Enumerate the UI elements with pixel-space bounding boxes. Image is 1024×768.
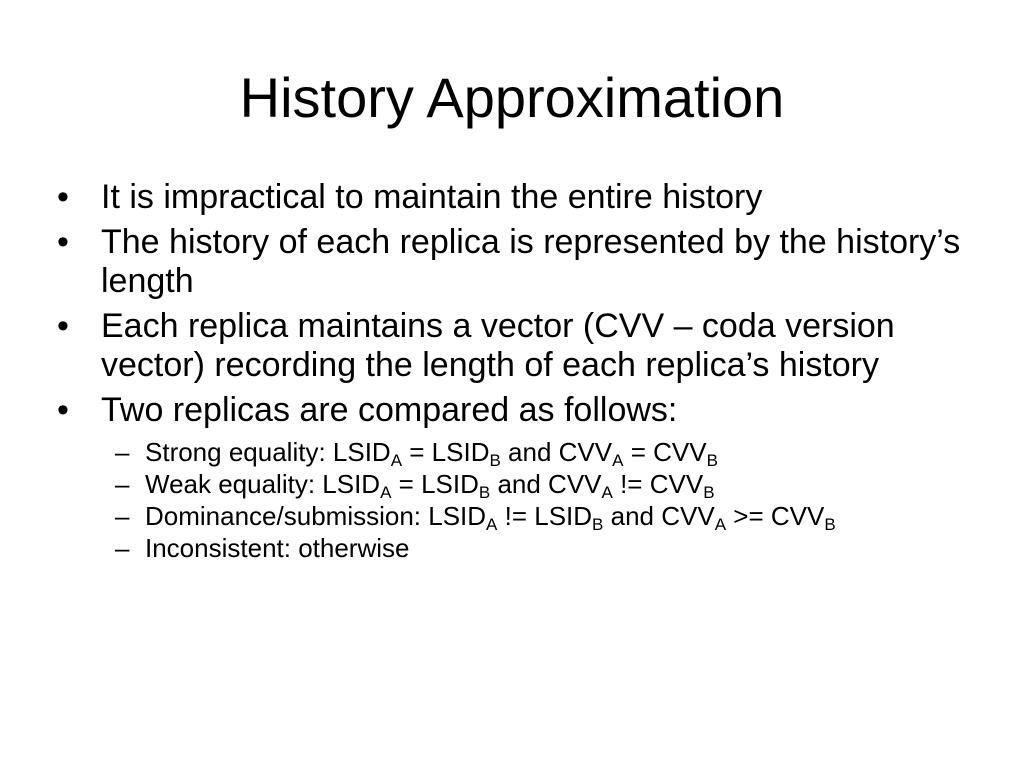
slide-title: History Approximation: [239, 66, 785, 129]
sub-bullet-item: [57, 500, 977, 532]
sub-bullet-text: Dominance/submission: $LSID_A$ != $LSID_B$ and $CVV_A >= CVV_B$: [145, 501, 836, 534]
slide-body: [57, 178, 977, 564]
bullet-dot-icon: •: [57, 178, 69, 216]
bullet-item: [57, 178, 977, 217]
sub-bullet-text: Weak equality: $LSID_A$ = $LSID_B$ and $CVV_A$ != $CVV_B$: [145, 469, 715, 502]
bullet-item: [57, 223, 977, 301]
sub-bullet-text: Inconsistent: otherwise: [145, 533, 410, 563]
sub-bullet-item: [57, 436, 977, 468]
bullet-text: Each replica maintains a vector (CVV – coda version vector) recording the length of each replica’s history: [101, 307, 895, 384]
bullet-text: Two replicas are compared as follows:: [101, 391, 678, 429]
dash-icon: –: [115, 501, 130, 531]
bullet-item: [57, 391, 977, 430]
bullet-text: The history of each replica is represented by the history’s length: [101, 223, 961, 300]
sub-bullet-text: Strong equality: $LSID_A$ = $LSID_B$ and $CVV_A = CVV_B$: [145, 437, 718, 470]
bullet-dot-icon: •: [57, 223, 69, 261]
dash-icon: –: [115, 469, 130, 499]
bullet-dot-icon: •: [57, 307, 69, 345]
dash-icon: –: [115, 437, 130, 467]
bullet-text: It is impractical to maintain the entire history: [101, 178, 763, 216]
dash-icon: –: [115, 533, 130, 563]
sub-bullet-item: [57, 532, 977, 564]
bullet-dot-icon: •: [57, 391, 69, 429]
sub-bullet-item: [57, 468, 977, 500]
bullet-item: [57, 307, 977, 385]
